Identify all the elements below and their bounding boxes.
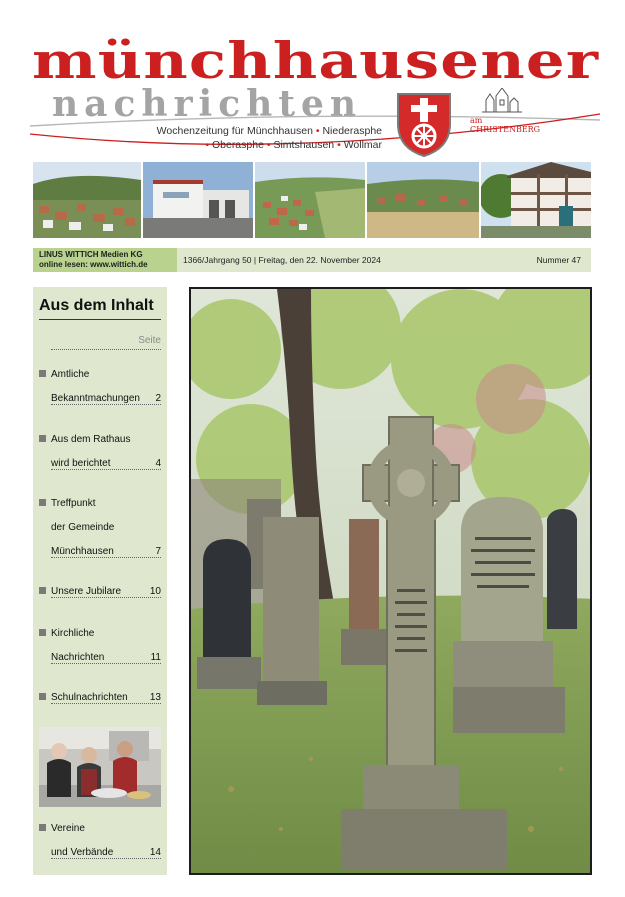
issue-date: 1366/Jahrgang 50 | Freitag, den 22. November 2024 bbox=[183, 255, 381, 265]
bullet-square-icon bbox=[39, 435, 46, 442]
online-link[interactable]: online lesen: www.wittich.de bbox=[39, 260, 148, 269]
publisher-name: LINUS WITTICH Medien KG bbox=[39, 250, 143, 259]
toc-item-treffpunkt[interactable]: Treffpunkt der Gemeinde Münchhausen 7 bbox=[39, 497, 161, 558]
coat-of-arms-icon bbox=[394, 90, 454, 158]
page-column-label: Seite bbox=[51, 335, 161, 350]
village-photo-1 bbox=[33, 162, 141, 238]
tagline-line-2: • Oberasphe • Simtshausen • Wollmar bbox=[205, 139, 382, 151]
bullet-square-icon bbox=[39, 370, 46, 377]
toc-item-vereine[interactable]: Vereine und Verbände 14 bbox=[39, 822, 161, 859]
toc-item-amtliche-bekanntmachungen[interactable]: Amtliche Bekanntmachungen 2 bbox=[39, 368, 161, 405]
bullet-square-icon bbox=[39, 824, 46, 831]
castle-caption: am CHRISTENBERG bbox=[470, 116, 541, 134]
issue-number: Nummer 47 bbox=[536, 255, 581, 265]
toc-item-jubilare[interactable]: Unsere Jubilare 10 bbox=[39, 585, 161, 598]
toc-item-schulnachrichten[interactable]: Schulnachrichten 13 bbox=[39, 691, 161, 704]
publisher-box bbox=[33, 248, 177, 272]
village-photo-4 bbox=[367, 162, 479, 238]
cover-photo-cemetery bbox=[189, 287, 592, 875]
table-of-contents bbox=[33, 287, 167, 875]
toc-page-number: 2 bbox=[155, 393, 161, 404]
toc-item-rathaus[interactable]: Aus dem Rathaus wird berichtet 4 bbox=[39, 433, 161, 470]
issue-info-bar bbox=[33, 248, 591, 272]
newspaper-subtitle: nachrichten bbox=[52, 83, 363, 125]
bullet-square-icon bbox=[39, 499, 46, 506]
tagline bbox=[150, 124, 382, 152]
photo-strip bbox=[33, 162, 591, 238]
newspaper-title: münchhausener bbox=[32, 31, 600, 90]
masthead bbox=[0, 0, 625, 160]
toc-page-number: 10 bbox=[149, 586, 161, 597]
toc-page-number: 14 bbox=[149, 847, 161, 858]
toc-page-number: 11 bbox=[150, 652, 161, 663]
village-photo-2 bbox=[143, 162, 253, 238]
toc-page-number: 7 bbox=[155, 546, 161, 557]
toc-item-kirchliche-nachrichten[interactable]: Kirchliche Nachrichten 11 bbox=[39, 627, 161, 664]
tagline-line-1: Wochenzeitung für Münchhausen • Niederasphe bbox=[156, 125, 382, 137]
village-photo-3 bbox=[255, 162, 365, 238]
kitchen-photo bbox=[39, 727, 161, 807]
contents-heading: Aus dem Inhalt bbox=[39, 297, 161, 320]
bullet-square-icon bbox=[39, 629, 46, 636]
toc-page-number: 4 bbox=[155, 458, 161, 469]
bullet-square-icon bbox=[39, 693, 46, 700]
village-photo-5 bbox=[481, 162, 591, 238]
bullet-square-icon bbox=[39, 587, 46, 594]
toc-page-number: 13 bbox=[149, 692, 161, 703]
